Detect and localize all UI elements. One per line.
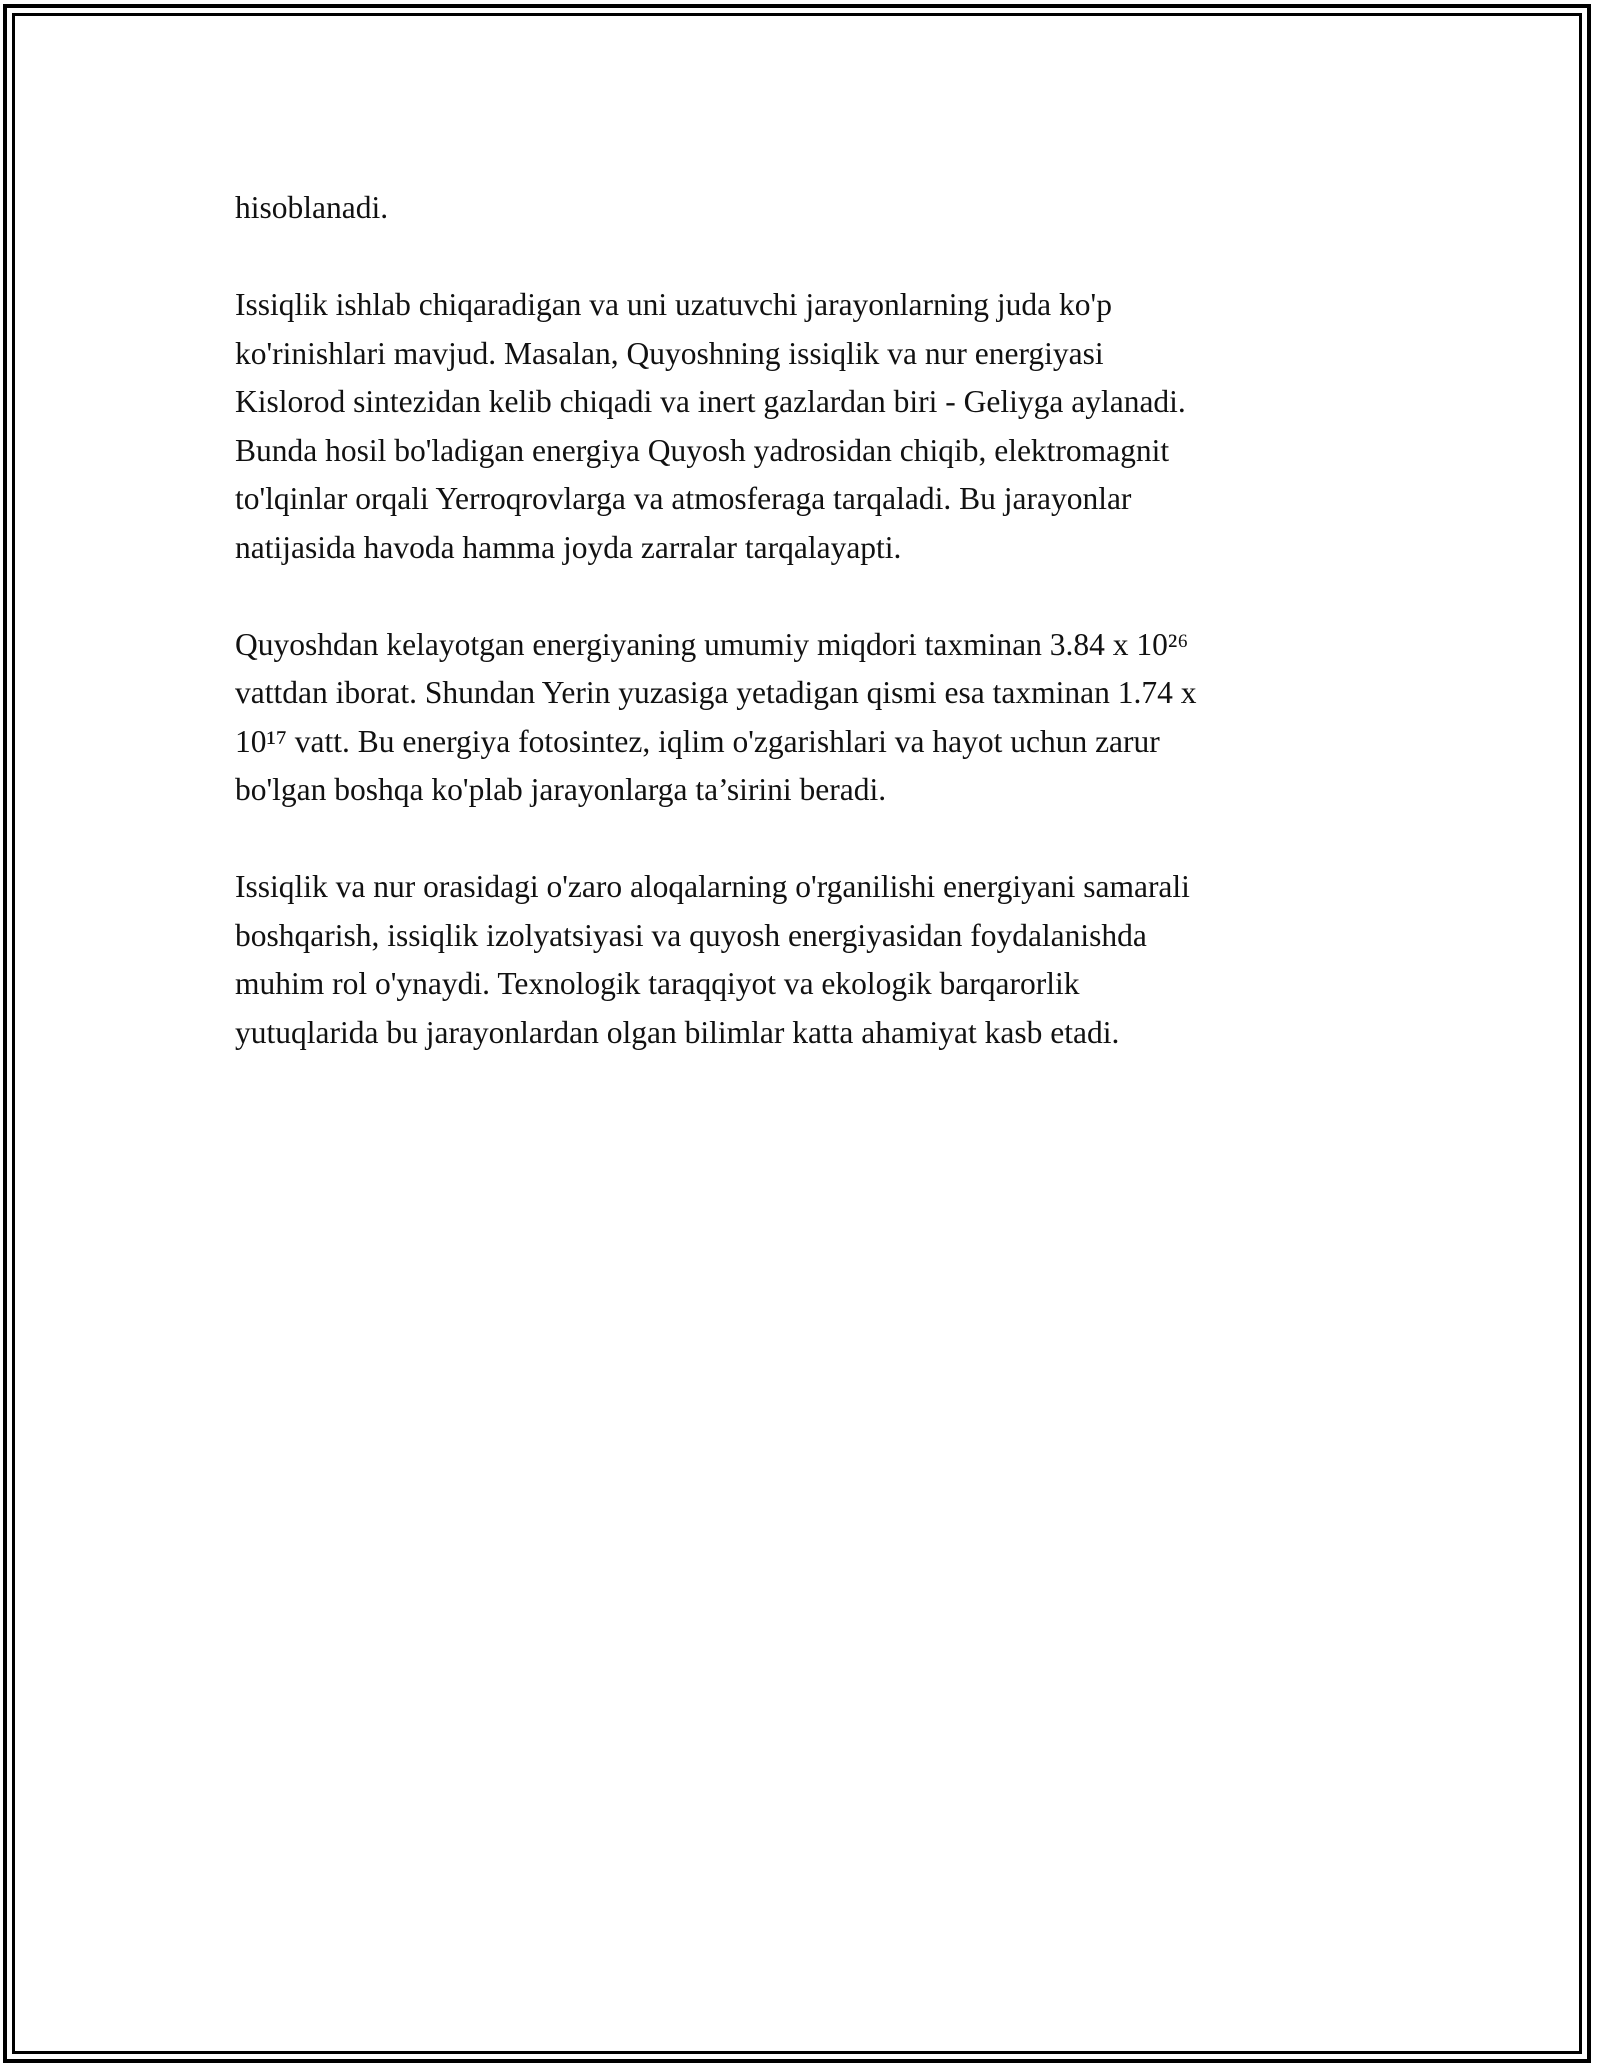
- document-body: [235, 184, 1375, 1106]
- paragraph-heat-processes: Issiqlik ishlab chiqaradigan va uni uzatuvchi jarayonlarning juda ko'p ko'rinishlari mavjud. Masalan, Quyoshning issiqlik va nur energiyasi Kislorod sintezidan kelib chiqadi va inert gazlardan biri - Geliyga aylanadi. Bunda hosil bo'ladigan energiya Quyosh yadrosidan chiqib, elektromagnit to'lqinlar orqali Yerroqrovlarga va atmosferaga tarqaladi. Bu jarayonlar natijasida havoda hamma joyda zarralar tarqalayapti.: [235, 287, 1186, 565]
- continuation-text: hisoblanadi.: [235, 190, 389, 225]
- paragraph-applications: Issiqlik va nur orasidagi o'zaro aloqalarning o'rganilishi energiyani samarali boshqarish, issiqlik izolyatsiyasi va quyosh energiyasidan foydalanishda muhim rol o'ynaydi. Texnologik taraqqiyot va ekologik barqarorlik yutuqlarida bu jarayonlardan olgan bilimlar katta ahamiyat kasb etadi.: [235, 869, 1190, 1050]
- paragraph-solar-energy: Quyoshdan kelayotgan energiyaning umumiy miqdori taxminan 3.84 x 10²⁶ vattdan iborat. Shundan Yerin yuzasiga yetadigan qismi esa taxminan 1.74 x 10¹⁷ vatt. Bu energiya fotosintez, iqlim o'zgarishlari va hayot uchun zarur bo'lgan boshqa ko'plab jarayonlarga ta’sirini beradi.: [235, 626, 1197, 807]
